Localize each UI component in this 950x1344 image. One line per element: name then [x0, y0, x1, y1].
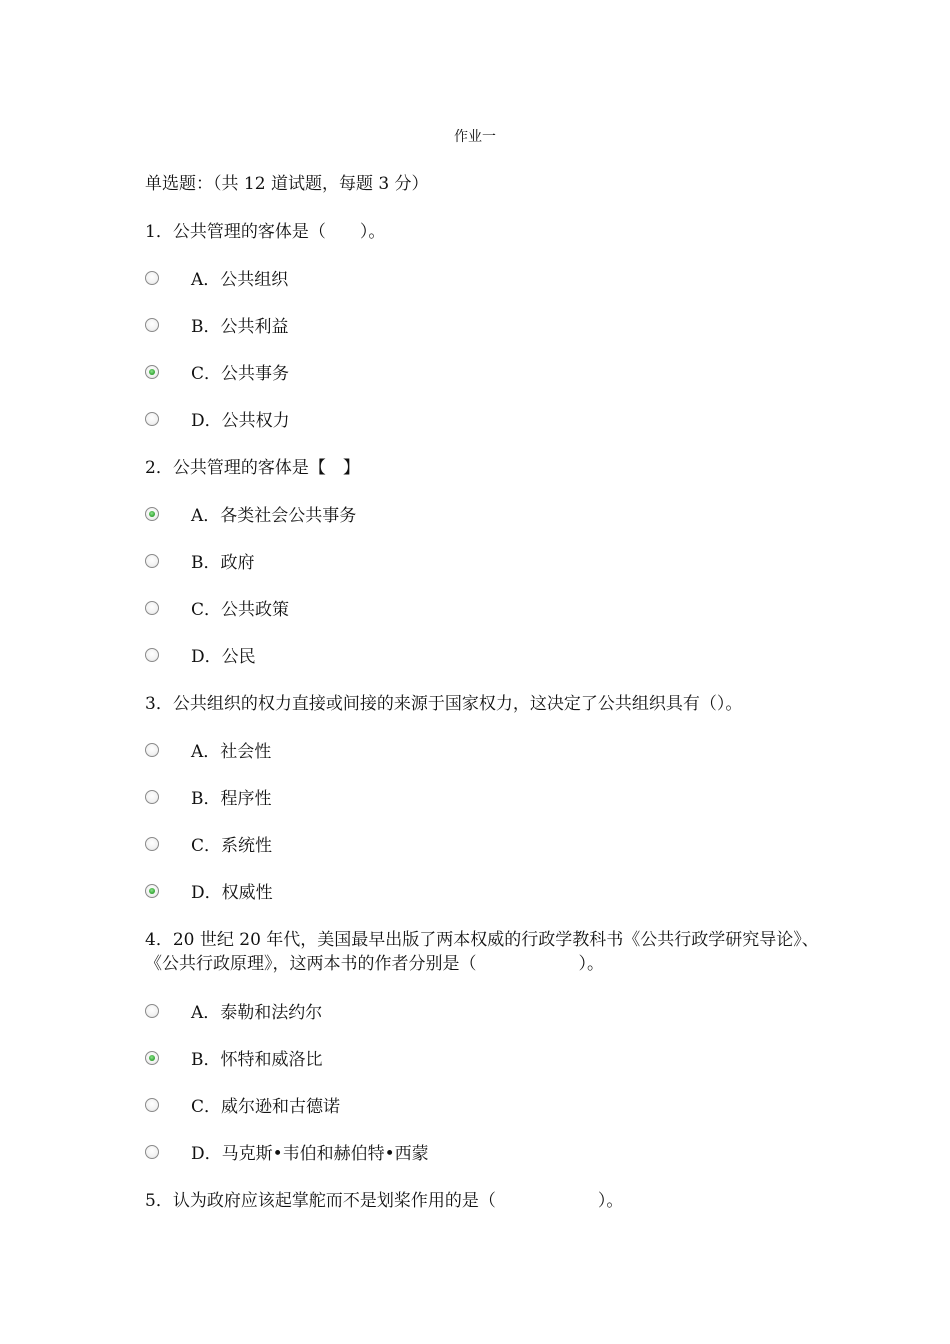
radio-checked-icon[interactable]	[145, 1051, 159, 1065]
question-4-option-c[interactable]	[145, 1095, 340, 1119]
radio-unchecked-icon[interactable]	[145, 1098, 159, 1112]
radio-unchecked-icon[interactable]	[145, 790, 159, 804]
radio-unchecked-icon[interactable]	[145, 601, 159, 615]
option-label: A．社会性	[191, 742, 272, 762]
radio-unchecked-icon[interactable]	[145, 318, 159, 332]
option-label: B．怀特和威洛比	[191, 1050, 323, 1070]
option-label: B．公共利益	[191, 317, 289, 337]
question-1-stem: 1．公共管理的客体是（ ）。	[145, 222, 386, 242]
option-label: D．马克斯•韦伯和赫伯特•西蒙	[191, 1144, 429, 1164]
radio-unchecked-icon[interactable]	[145, 837, 159, 851]
question-2-option-b[interactable]	[145, 551, 255, 575]
radio-unchecked-icon[interactable]	[145, 648, 159, 662]
section-header: 单选题：（共 12 道试题，每题 3 分）	[145, 174, 429, 194]
question-3-option-a[interactable]	[145, 740, 271, 764]
question-4-stem: 4．20 世纪 20 年代，美国最早出版了两本权威的行政学教科书《公共行政学研究导论》、《公共行政原理》，这两本书的作者分别是（ ）。	[145, 930, 819, 974]
option-label: B．政府	[191, 553, 255, 573]
option-label: C．公共事务	[191, 364, 290, 384]
question-4-option-d[interactable]	[145, 1142, 429, 1166]
question-2-stem: 2．公共管理的客体是【 】	[145, 458, 360, 478]
question-4-option-b[interactable]	[145, 1048, 323, 1072]
option-label: C．威尔逊和古德诺	[191, 1097, 341, 1117]
radio-unchecked-icon[interactable]	[145, 271, 159, 285]
radio-checked-icon[interactable]	[145, 507, 159, 521]
question-1-option-d[interactable]	[145, 409, 290, 433]
question-2-option-d[interactable]	[145, 645, 256, 669]
question-3-option-c[interactable]	[145, 834, 272, 858]
document-title: 作业一	[454, 129, 496, 145]
question-5-stem: 5．认为政府应该起掌舵而不是划桨作用的是（ ）。	[145, 1191, 624, 1211]
radio-unchecked-icon[interactable]	[145, 1145, 159, 1159]
question-4-option-a[interactable]	[145, 1001, 322, 1025]
question-1-option-a[interactable]	[145, 268, 288, 292]
radio-unchecked-icon[interactable]	[145, 554, 159, 568]
radio-unchecked-icon[interactable]	[145, 1004, 159, 1018]
question-2-option-c[interactable]	[145, 598, 289, 622]
question-3-option-d[interactable]	[145, 881, 273, 905]
option-label: B．程序性	[191, 789, 272, 809]
option-label: D．公共权力	[191, 411, 290, 431]
option-label: D．权威性	[191, 883, 273, 903]
option-label: A．泰勒和法约尔	[191, 1003, 323, 1023]
radio-checked-icon[interactable]	[145, 884, 159, 898]
radio-unchecked-icon[interactable]	[145, 412, 159, 426]
question-2-option-a[interactable]	[145, 504, 356, 528]
question-3-stem: 3．公共组织的权力直接或间接的来源于国家权力，这决定了公共组织具有（）。	[145, 694, 743, 714]
question-3-option-b[interactable]	[145, 787, 272, 811]
question-1-option-c[interactable]	[145, 362, 289, 386]
option-label: A．各类社会公共事务	[191, 506, 357, 526]
radio-checked-icon[interactable]	[145, 365, 159, 379]
option-label: C．系统性	[191, 836, 273, 856]
option-label: C．公共政策	[191, 600, 290, 620]
radio-unchecked-icon[interactable]	[145, 743, 159, 757]
question-1-option-b[interactable]	[145, 315, 289, 339]
option-label: D．公民	[191, 647, 256, 667]
option-label: A．公共组织	[191, 270, 289, 290]
